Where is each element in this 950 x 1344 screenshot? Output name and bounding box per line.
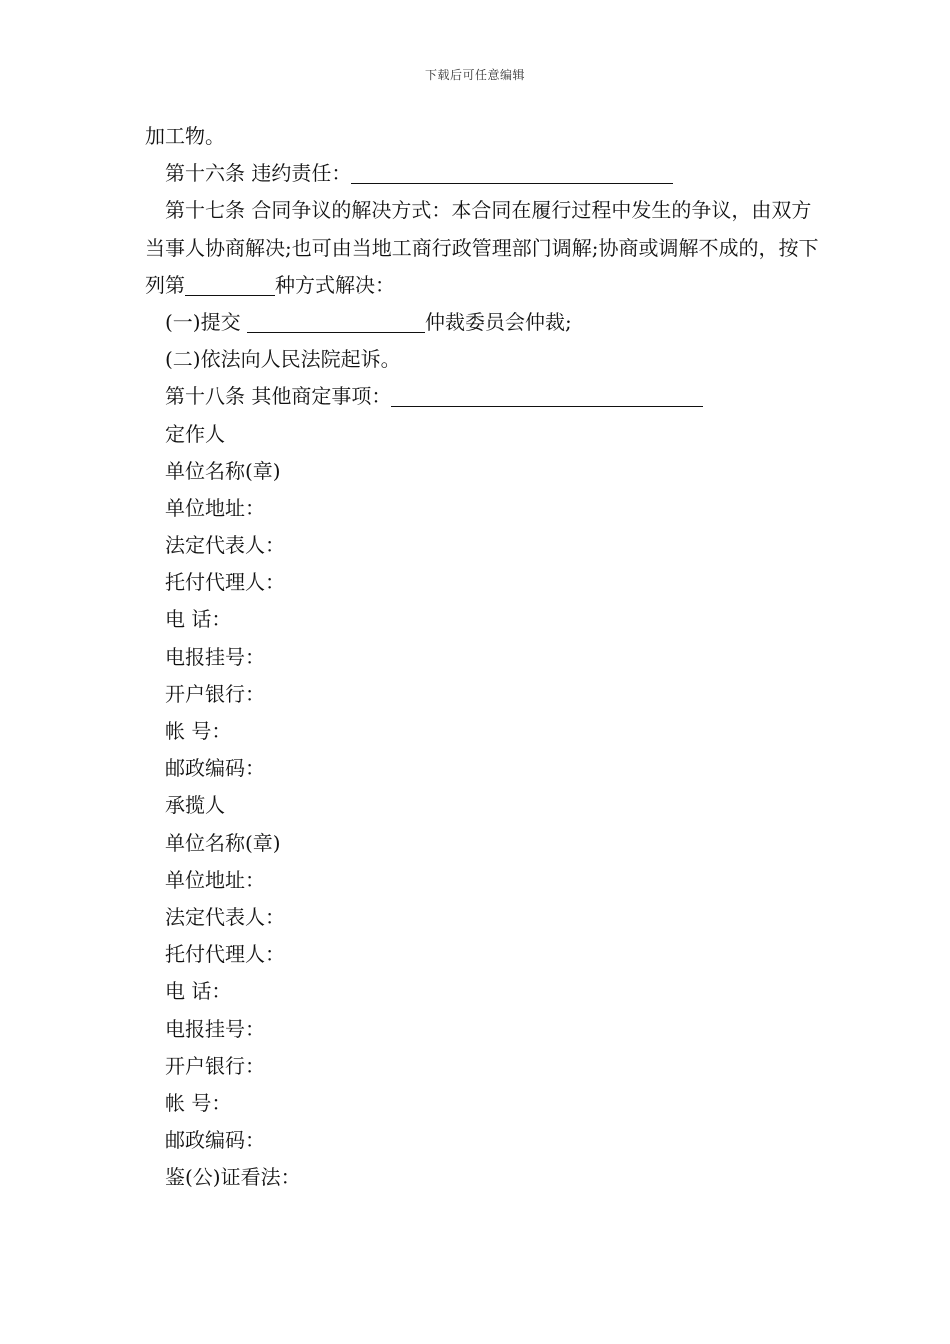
party-a-phone: 电 话： bbox=[165, 607, 232, 632]
party-a-title: 定作人 bbox=[165, 421, 225, 446]
contract-body bbox=[145, 118, 825, 1196]
option-1-suffix: 仲裁委员会仲裁; bbox=[424, 309, 572, 334]
article-17 bbox=[145, 192, 825, 304]
party-b-postcode: 邮政编码： bbox=[165, 1128, 265, 1153]
article-17-after: 种方式解决： bbox=[275, 272, 395, 297]
article-17-blank[interactable] bbox=[185, 273, 275, 296]
party-b-agent: 托付代理人： bbox=[165, 942, 285, 967]
option-1 bbox=[145, 304, 825, 341]
option-1-prefix: (一)提交 bbox=[165, 309, 247, 334]
article-16-blank[interactable] bbox=[351, 161, 673, 184]
party-b-address: 单位地址： bbox=[165, 867, 265, 892]
party-b-title: 承揽人 bbox=[165, 793, 225, 818]
party-b-bank: 开户银行： bbox=[165, 1053, 265, 1078]
party-b-unit-name: 单位名称(章) bbox=[165, 830, 281, 855]
article-16-label: 第十六条 违约责任： bbox=[165, 161, 352, 186]
party-b-account: 帐 号： bbox=[165, 1090, 232, 1115]
party-a-legal-rep: 法定代表人： bbox=[165, 533, 285, 558]
party-b-legal-rep: 法定代表人： bbox=[165, 904, 285, 929]
article-18 bbox=[145, 378, 825, 415]
article-18-blank[interactable] bbox=[391, 384, 703, 407]
party-a-agent: 托付代理人： bbox=[165, 570, 285, 595]
article-17-text: 第十七条 合同争议的解决方式：本合同在履行过程中发生的争议，由双方当事人协商解决;也可由当地工商行政管理部门调解;协商或调解不成的，按下列第 bbox=[145, 198, 819, 297]
party-a-postcode: 邮政编码： bbox=[165, 756, 265, 781]
party-a-telegraph: 电报挂号： bbox=[165, 644, 265, 669]
notary-opinion: 鉴(公)证看法： bbox=[165, 1165, 301, 1190]
option-2: (二)依法向人民法院起诉。 bbox=[165, 347, 401, 372]
page-header: 下载后可任意编辑 bbox=[424, 68, 525, 82]
party-a-address: 单位地址： bbox=[165, 495, 265, 520]
article-16 bbox=[145, 155, 825, 192]
option-1-blank[interactable] bbox=[247, 310, 425, 333]
party-a-unit-name: 单位名称(章) bbox=[165, 458, 281, 483]
party-b-telegraph: 电报挂号： bbox=[165, 1016, 265, 1041]
party-a-account: 帐 号： bbox=[165, 719, 232, 744]
article-18-label: 第十八条 其他商定事项： bbox=[165, 384, 392, 409]
party-a-bank: 开户银行： bbox=[165, 681, 265, 706]
party-b-phone: 电 话： bbox=[165, 979, 232, 1004]
continuation-line: 加工物。 bbox=[145, 124, 225, 148]
